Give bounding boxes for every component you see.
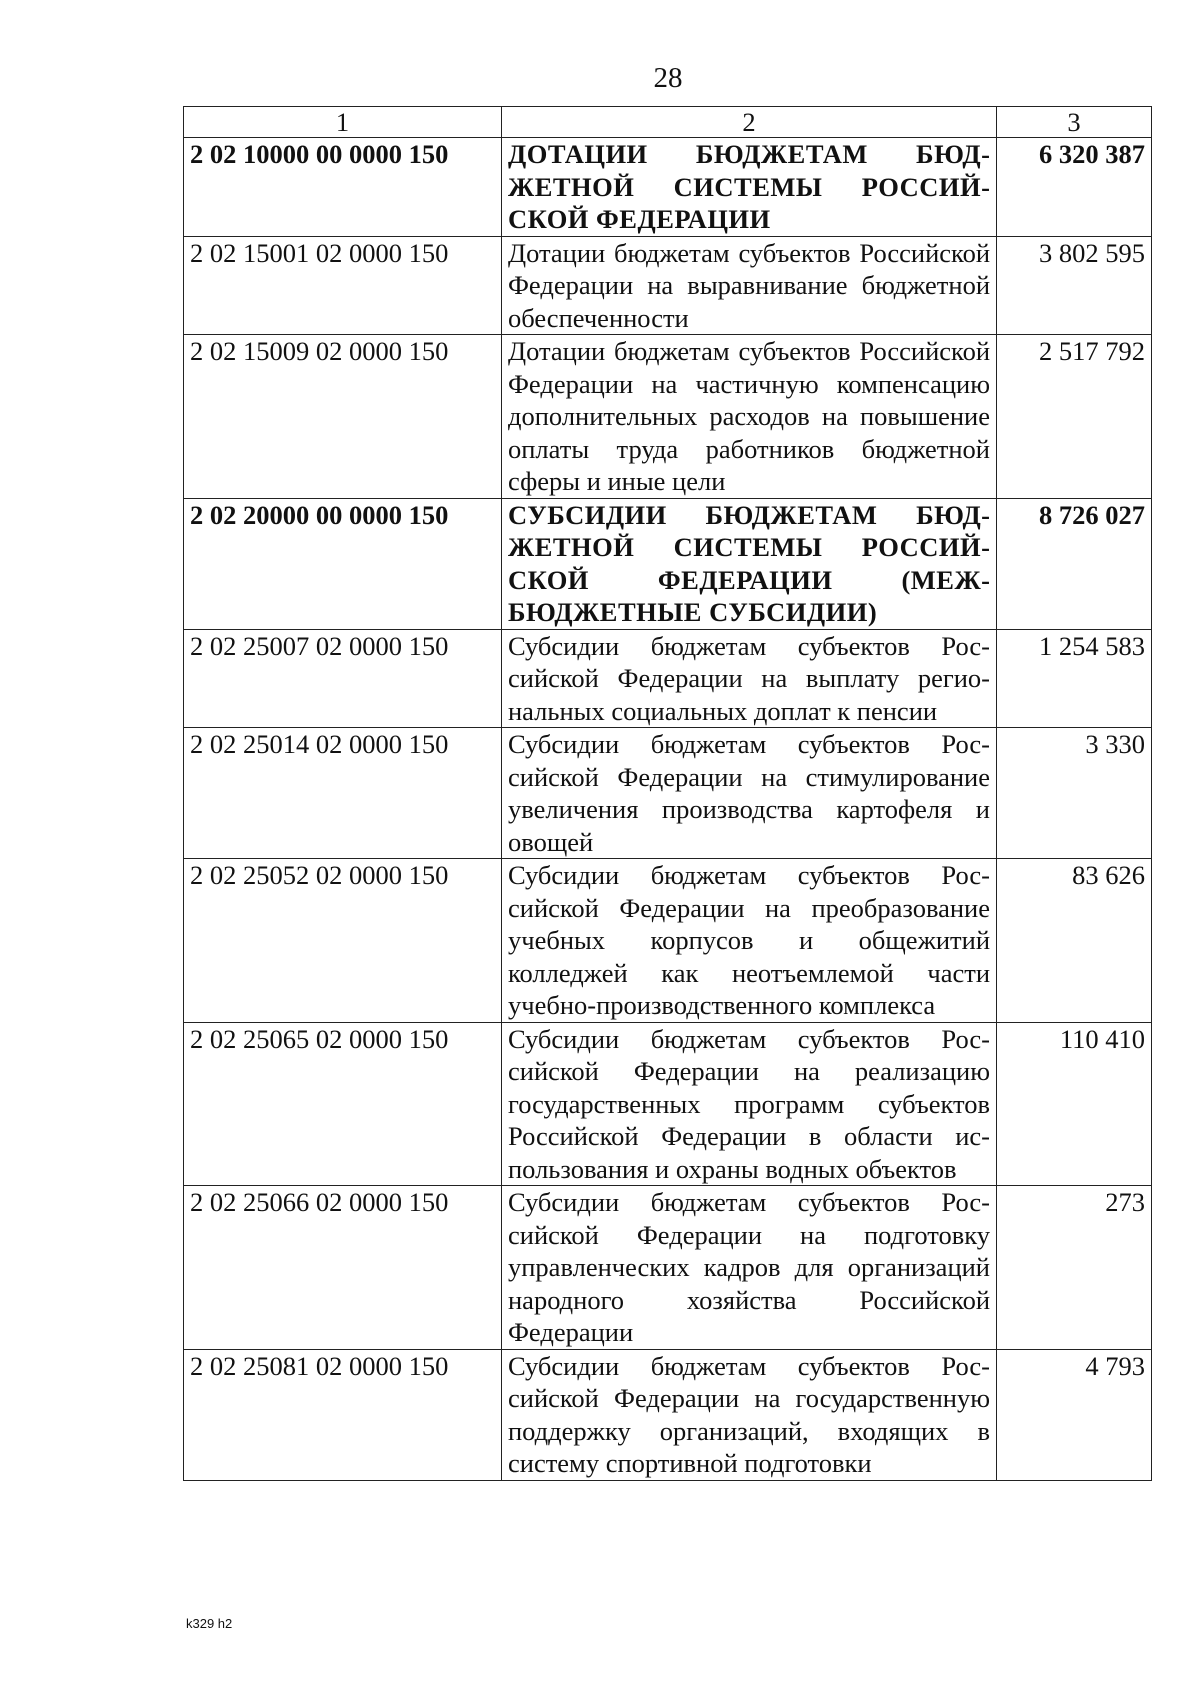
row-amount: 3 330 bbox=[997, 728, 1152, 859]
row-amount: 273 bbox=[997, 1186, 1152, 1350]
row-name: Субсидии бюджетам субъектов Российской Федерации на стимулирование увеличения производства картофеля и овощей bbox=[502, 728, 997, 859]
table-row bbox=[184, 728, 1152, 859]
table-row bbox=[184, 236, 1152, 335]
row-code: 2 02 25007 02 0000 150 bbox=[184, 629, 502, 728]
budget-revenue-table bbox=[183, 106, 1152, 1481]
column-header-name: 2 bbox=[502, 107, 997, 138]
row-name: Дотации бюджетам субъектов Российской Федерации на выравнивание бюджетной обеспеченности bbox=[502, 236, 997, 335]
document-footer-code: k329 h2 bbox=[186, 1616, 233, 1631]
row-name: Дотации бюджетам субъектов Российской Федерации на частичную компенсацию дополнительных расходов на повышение оплаты труда работников бюджетной сферы и иные цели bbox=[502, 335, 997, 499]
table-row bbox=[184, 859, 1152, 1023]
row-code: 2 02 25052 02 0000 150 bbox=[184, 859, 502, 1023]
table-row bbox=[184, 335, 1152, 499]
column-header-amount: 3 bbox=[997, 107, 1152, 138]
row-name: Субсидии бюджетам субъектов Российской Федерации на реализацию государственных программ субъектов Российской Федерации в области использования и охраны водных объектов bbox=[502, 1022, 997, 1186]
table-row bbox=[184, 629, 1152, 728]
row-code: 2 02 20000 00 0000 150 bbox=[184, 498, 502, 629]
row-code: 2 02 25014 02 0000 150 bbox=[184, 728, 502, 859]
row-amount: 6 320 387 bbox=[997, 138, 1152, 237]
row-name: СУБСИДИИ БЮДЖЕТАМ БЮДЖЕТНОЙ СИСТЕМЫ РОССИЙСКОЙ ФЕДЕРАЦИИ (МЕЖБЮДЖЕТНЫЕ СУБСИДИИ) bbox=[502, 498, 997, 629]
row-name: Субсидии бюджетам субъектов Российской Федерации на выплату региональных социальных доплат к пенсии bbox=[502, 629, 997, 728]
row-amount: 1 254 583 bbox=[997, 629, 1152, 728]
row-code: 2 02 10000 00 0000 150 bbox=[184, 138, 502, 237]
row-amount: 83 626 bbox=[997, 859, 1152, 1023]
row-code: 2 02 25065 02 0000 150 bbox=[184, 1022, 502, 1186]
row-amount: 2 517 792 bbox=[997, 335, 1152, 499]
row-name: Субсидии бюджетам субъектов Российской Федерации на подготовку управленческих кадров для организаций народного хозяйства Российской Федерации bbox=[502, 1186, 997, 1350]
table-header-row bbox=[184, 107, 1152, 138]
row-code: 2 02 15001 02 0000 150 bbox=[184, 236, 502, 335]
row-amount: 4 793 bbox=[997, 1349, 1152, 1480]
table-row bbox=[184, 138, 1152, 237]
row-code: 2 02 25081 02 0000 150 bbox=[184, 1349, 502, 1480]
table-row bbox=[184, 1186, 1152, 1350]
column-header-code: 1 bbox=[184, 107, 502, 138]
table-row bbox=[184, 1022, 1152, 1186]
page-number: 28 bbox=[653, 62, 683, 94]
row-name: Субсидии бюджетам субъектов Российской Федерации на государственную поддержку организаций, входящих в систему спортивной подготовки bbox=[502, 1349, 997, 1480]
table-row bbox=[184, 498, 1152, 629]
row-name: ДОТАЦИИ БЮДЖЕТАМ БЮДЖЕТНОЙ СИСТЕМЫ РОССИЙСКОЙ ФЕДЕРАЦИИ bbox=[502, 138, 997, 237]
row-code: 2 02 15009 02 0000 150 bbox=[184, 335, 502, 499]
row-amount: 8 726 027 bbox=[997, 498, 1152, 629]
table-row bbox=[184, 1349, 1152, 1480]
row-name: Субсидии бюджетам субъектов Российской Федерации на преобразование учебных корпусов и общежитий колледжей как неотъемлемой части учебно-производственного комплекса bbox=[502, 859, 997, 1023]
row-code: 2 02 25066 02 0000 150 bbox=[184, 1186, 502, 1350]
row-amount: 3 802 595 bbox=[997, 236, 1152, 335]
row-amount: 110 410 bbox=[997, 1022, 1152, 1186]
